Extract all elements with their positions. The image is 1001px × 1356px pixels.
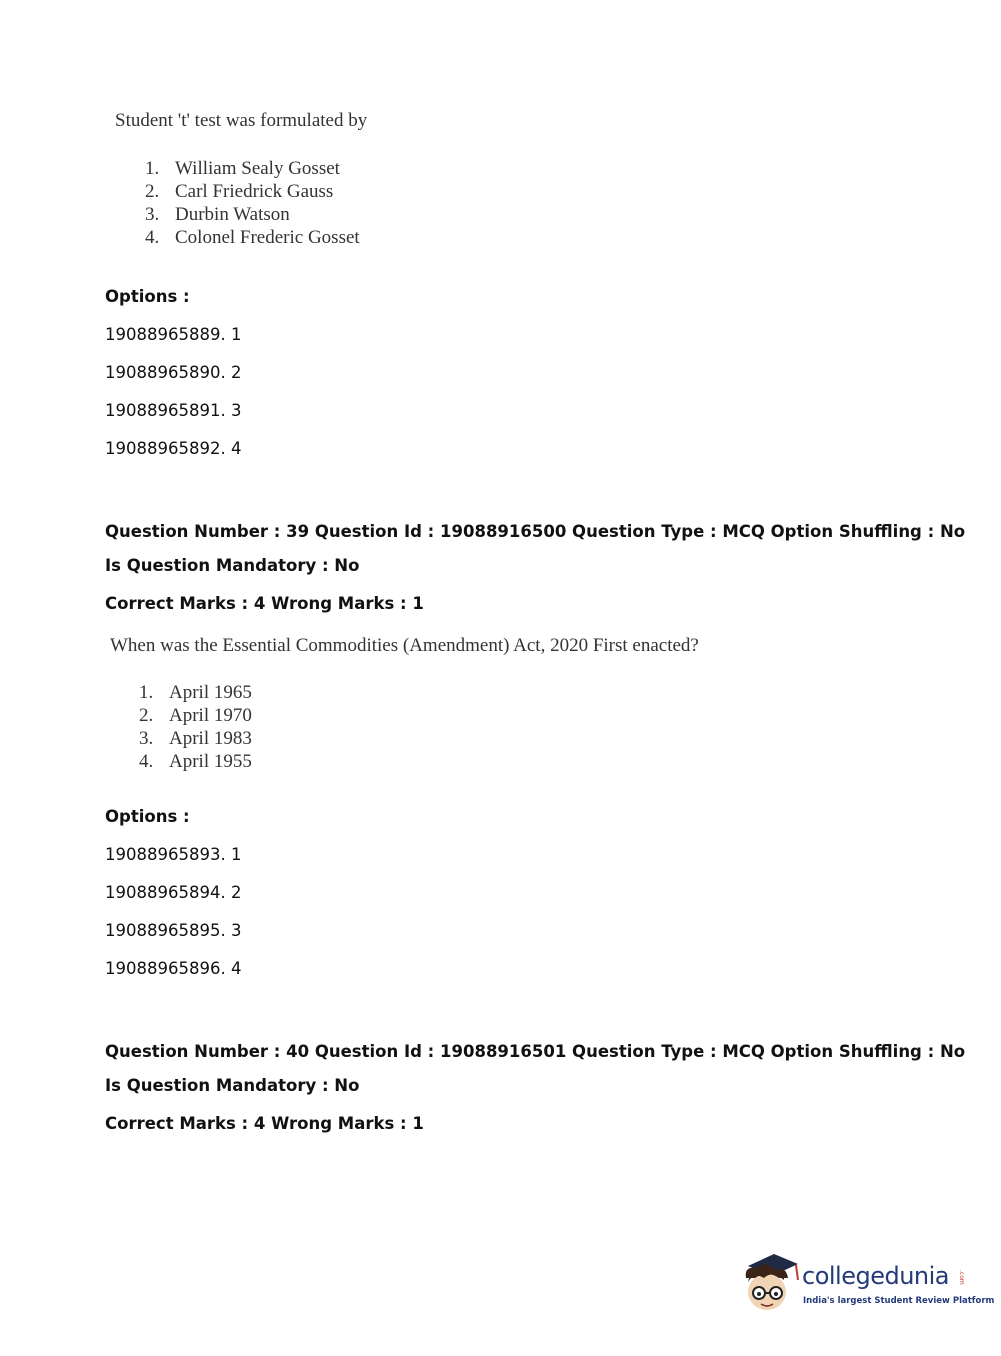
- question-marks: Correct Marks : 4 Wrong Marks : 1: [105, 1114, 424, 1133]
- question-stem: When was the Essential Commodities (Amendment) Act, 2020 First enacted?: [110, 635, 699, 656]
- list-item: 2. Carl Friedrick Gauss: [145, 181, 334, 202]
- question-marks: Correct Marks : 4 Wrong Marks : 1: [105, 594, 424, 613]
- list-item: 4. April 1955: [139, 751, 252, 772]
- question-header: Question Number : 40 Question Id : 19088916501 Question Type : MCQ Option Shuffling : No: [105, 1042, 966, 1061]
- options-label: Options :: [105, 287, 190, 306]
- choice-list: [139, 681, 252, 773]
- question-mandatory: Is Question Mandatory : No: [105, 556, 360, 575]
- mascot-icon: [740, 1248, 802, 1318]
- list-item: 1. April 1965: [139, 682, 252, 703]
- question-mandatory: Is Question Mandatory : No: [105, 1076, 360, 1095]
- choice-list: [145, 157, 360, 249]
- options-label: Options :: [105, 807, 190, 826]
- option-item: 19088965895. 3: [105, 921, 242, 940]
- list-item: 4. Colonel Frederic Gosset: [145, 227, 360, 248]
- option-item: 19088965890. 2: [105, 363, 242, 382]
- list-item: 3. April 1983: [139, 728, 252, 749]
- list-item: 3. Durbin Watson: [145, 204, 290, 225]
- list-item: 2. April 1970: [139, 705, 252, 726]
- option-item: 19088965894. 2: [105, 883, 242, 902]
- option-item: 19088965892. 4: [105, 439, 242, 458]
- option-item: 19088965889. 1: [105, 325, 242, 344]
- logo-tagline: India's largest Student Review Platform: [803, 1296, 995, 1306]
- option-item: 19088965896. 4: [105, 959, 242, 978]
- option-item: 19088965891. 3: [105, 401, 242, 420]
- option-item: 19088965893. 1: [105, 845, 242, 864]
- question-stem: Student 't' test was formulated by: [115, 110, 368, 131]
- logo-wordmark: collegedunia: [802, 1262, 950, 1290]
- list-item: 1. William Sealy Gosset: [145, 158, 340, 179]
- collegedunia-logo: [740, 1248, 995, 1318]
- question-header: Question Number : 39 Question Id : 19088916500 Question Type : MCQ Option Shuffling : No: [105, 522, 966, 541]
- logo-suffix: .com: [958, 1270, 965, 1285]
